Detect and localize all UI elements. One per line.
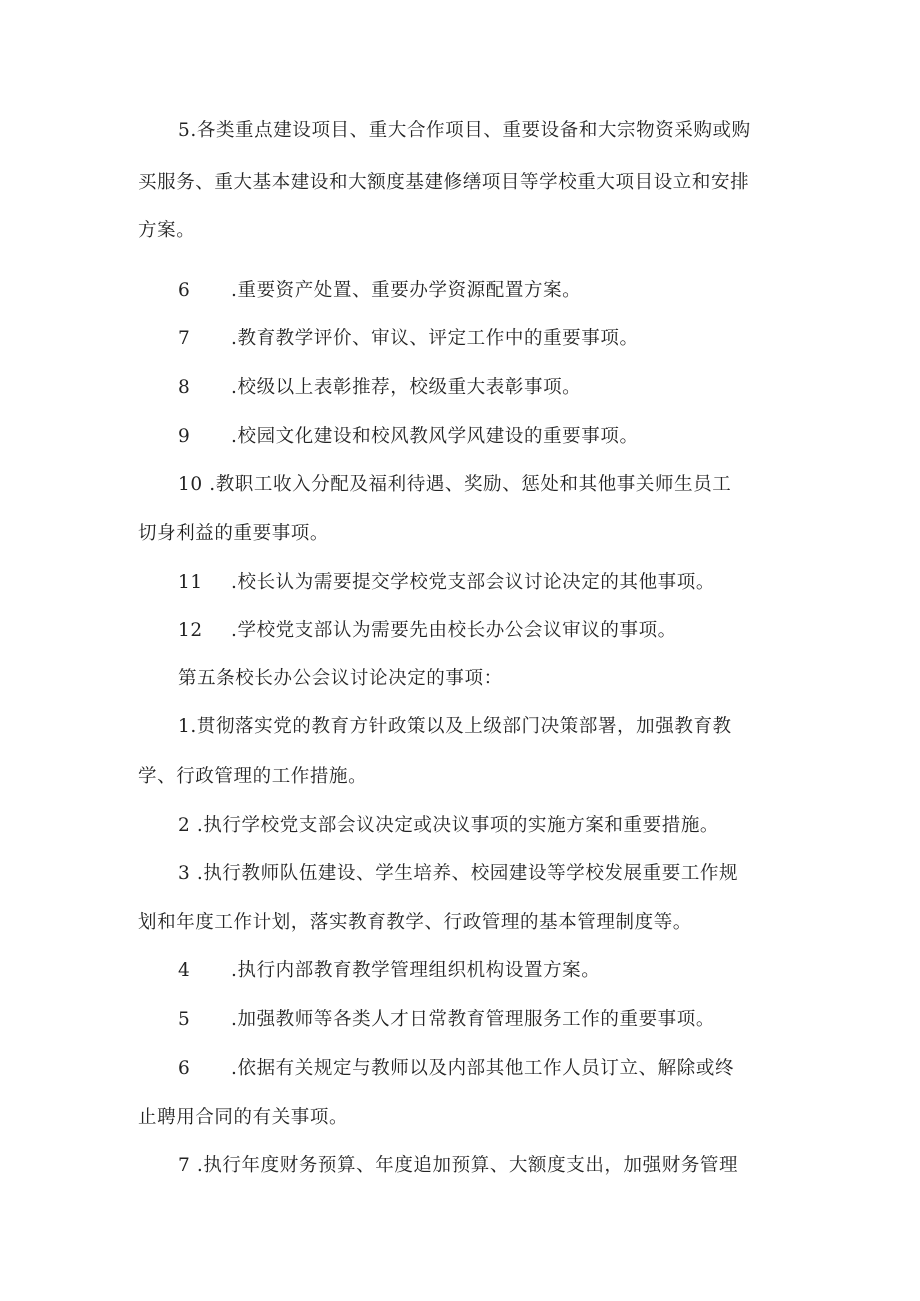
item-number: 12 [178, 620, 203, 641]
item-number: 4 [178, 960, 191, 981]
item-text: .校长认为需要提交学校党支部会议讨论决定的其他事项。 [231, 572, 715, 593]
item-1-line-2: 学、行政管理的工作措施。 [138, 766, 368, 787]
item-10-line-2: 切身利益的重要事项。 [138, 523, 330, 544]
item-3-line-2: 划和年度工作计划，落实教育教学、行政管理的基本管理制度等。 [138, 912, 692, 933]
item-text: .重要资产处置、重要办学资源配置方案。 [231, 280, 582, 301]
item-text: .校级以上表彰推荐，校级重大表彰事项。 [231, 377, 582, 398]
item-text: .学校党支部认为需要先由校长办公会议审议的事项。 [231, 620, 677, 641]
item-text: .加强教师等各类人才日常教育管理服务工作的重要事项。 [231, 1009, 715, 1030]
item-number: 6 [178, 1058, 191, 1079]
article-5-heading: 第五条校长办公会议讨论决定的事项： [178, 668, 503, 689]
item-number: 11 [178, 572, 203, 593]
item-3-line-1: 3 .执行教师队伍建设、学生培养、校园建设等学校发展重要工作规 [178, 863, 739, 884]
item-2: 2 .执行学校党支部会议决定或决议事项的实施方案和重要措施。 [178, 815, 720, 836]
item-text: .依据有关规定与教师以及内部其他工作人员订立、解除或终 [231, 1058, 735, 1079]
item-5-line-3: 方案。 [138, 220, 196, 241]
item-1-line-1: 1.贯彻落实党的教育方针政策以及上级部门决策部署，加强教育教 [178, 716, 732, 737]
item-number: 9 [178, 426, 191, 447]
item-text: .执行内部教育教学管理组织机构设置方案。 [231, 960, 601, 981]
item-5-line-2: 买服务、重大基本建设和大额度基建修缮项目等学校重大项目设立和安排 [138, 172, 750, 193]
item-5-line-1: 5.各类重点建设项目、重大合作项目、重要设备和大宗物资采购或购 [178, 120, 751, 141]
item-7: 7 .执行年度财务预算、年度追加预算、大额度支出，加强财务管理 [178, 1155, 739, 1176]
item-number: 8 [178, 377, 191, 398]
item-number: 6 [178, 280, 191, 301]
item-text: .校园文化建设和校风教风学风建设的重要事项。 [231, 426, 639, 447]
item-number: 5 [178, 1009, 191, 1030]
item-number: 7 [178, 328, 191, 349]
item-10-line-1: 10 .教职工收入分配及福利待遇、奖励、惩处和其他事关师生员工 [178, 474, 732, 495]
item-6-line-2: 止聘用合同的有关事项。 [138, 1107, 349, 1128]
item-text: .教育教学评价、审议、评定工作中的重要事项。 [231, 328, 639, 349]
